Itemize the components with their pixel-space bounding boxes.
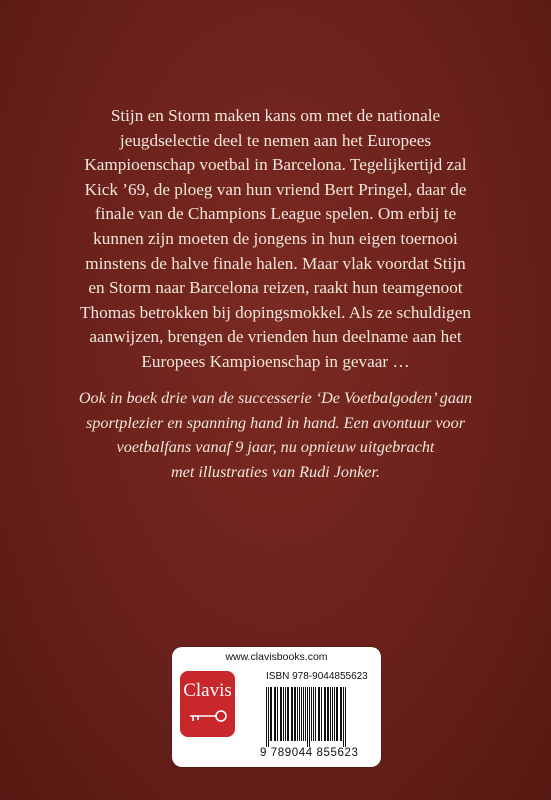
isbn-label: ISBN 978-9044855623 [266, 671, 368, 682]
series-note-line: Ook in boek drie van de successerie ‘De Voetbalgoden’ gaan [78, 389, 473, 407]
synopsis-line: Kick ’69, de ploeg van hun vriend Bert Pringel, daar de [84, 179, 467, 199]
synopsis-line: minstens de halve finale halen. Maar vlak voordat Stijn [85, 253, 466, 273]
barcode-bar [287, 687, 289, 741]
synopsis-line: Stijn en Storm maken kans om met de nationale [110, 106, 441, 125]
barcode-bar [268, 687, 269, 747]
barcode-bar [332, 687, 333, 741]
barcode-bar [299, 687, 300, 741]
barcode-bar [294, 687, 296, 741]
barcode-bar [266, 687, 267, 747]
barcode-bar [303, 687, 304, 741]
clavis-logo [180, 671, 235, 737]
synopsis-text [60, 104, 491, 375]
barcode-bar [301, 687, 302, 741]
synopsis-line: finale van de Champions League spelen. Om erbij te [94, 204, 457, 224]
barcode-bar [313, 687, 314, 741]
key-icon [188, 709, 228, 727]
synopsis-line: aanwijzen, brengen de vrienden hun deelname aan het [89, 327, 462, 347]
barcode-bar [336, 687, 338, 741]
logo-wordmark: Clavis [183, 680, 232, 701]
barcode-bar [291, 687, 293, 741]
barcode-bar [270, 687, 272, 741]
barcode-bar [340, 687, 342, 741]
barcode-number: 9 789044 855623 [260, 747, 359, 759]
barcode-bar [311, 687, 312, 741]
barcode-bar [330, 687, 331, 741]
barcode-bar [283, 687, 284, 741]
synopsis-line: Thomas betrokken bij dopingsmokkel. Als ze schuldigen [80, 302, 471, 322]
barcode-bar [327, 687, 329, 741]
synopsis-line: jeugdselectie deel te nemen aan het Europees [119, 130, 432, 150]
barcode [264, 687, 374, 747]
barcode-bar [280, 687, 282, 741]
series-note [60, 386, 491, 484]
barcode-bar [345, 687, 346, 747]
barcode-bar [297, 687, 298, 741]
barcode-bar [285, 687, 286, 741]
series-note-line: met illustraties van Rudi Jonker. [170, 462, 381, 481]
synopsis-line: Kampioenschap voetbal in Barcelona. Tegelijkertijd zal [84, 155, 467, 175]
series-note-line: voetbalfans vanaf 9 jaar, nu opnieuw uitgebracht [116, 438, 435, 457]
barcode-bar [324, 687, 326, 741]
synopsis-line: kunnen zijn moeten de jongens in hun eigen toernooi [93, 228, 458, 248]
barcode-bar [343, 687, 344, 747]
barcode-bar [309, 687, 310, 747]
synopsis-line: en Storm naar Barcelona reizen, raakt hun teamgenoot [88, 278, 463, 298]
publisher-url[interactable]: www.clavisbooks.com [225, 651, 328, 663]
barcode-bar [334, 687, 335, 741]
publisher-barcode-panel [172, 647, 381, 767]
series-note-line: sportplezier en spanning hand in hand. Een avontuur voor [85, 413, 466, 432]
barcode-bar [307, 687, 308, 747]
barcode-bar [315, 687, 316, 741]
barcode-bar [305, 687, 306, 741]
barcode-bar [277, 687, 278, 741]
synopsis-line: Europees Kampioenschap in gevaar … [141, 351, 410, 371]
barcode-bar [321, 687, 322, 741]
barcode-bar [274, 687, 276, 741]
barcode-bar [318, 687, 320, 741]
